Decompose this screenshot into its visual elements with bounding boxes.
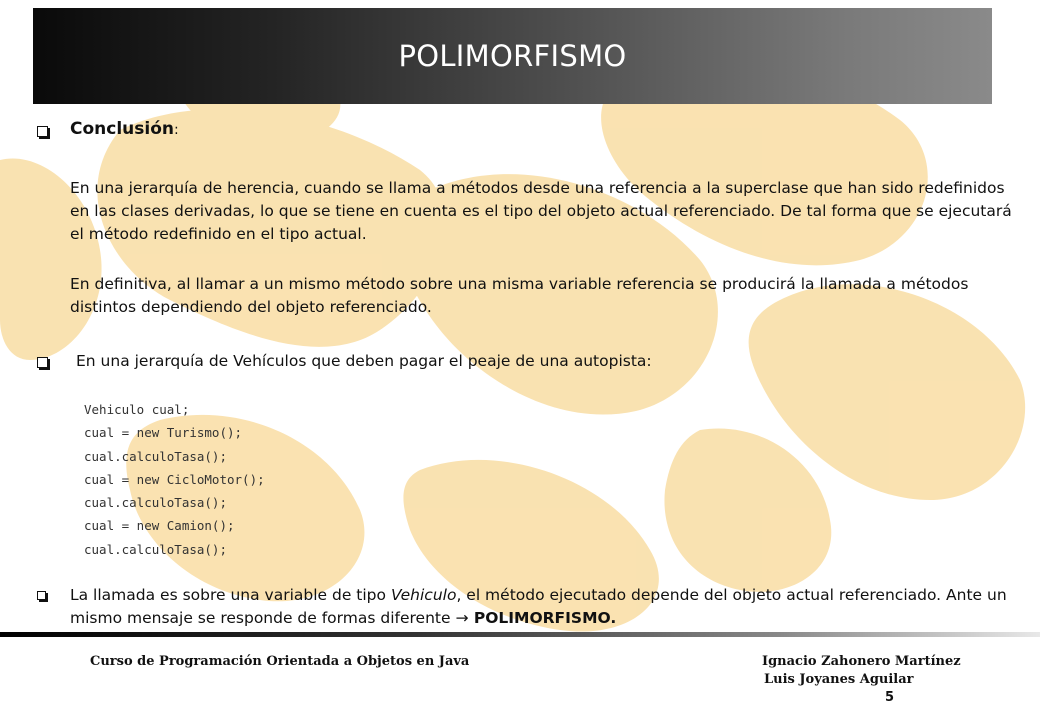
section-heading [70,118,179,142]
square-bullet-icon [37,591,46,600]
square-bullet-icon [37,126,48,137]
code-block [84,398,265,561]
title-bar [33,8,992,104]
code-line: Vehiculo cual; [84,402,190,417]
paragraph-3-part1: La llamada es sobre una variable de tipo [70,586,391,604]
code-line: cual.calculoTasa(); [84,448,227,464]
code-line: cual = new CicloMotor(); [84,471,265,487]
footer-course: Curso de Programación Orientada a Objetos en Java [90,654,470,669]
paragraph-3 [70,584,1025,630]
paragraph-3-part2: , el método ejecutado depende del objeto actual referenciado. Ante un mismo mensaje se responde de formas diferente [70,586,1007,627]
footer-divider [0,632,1040,637]
bullet-item-vehiculos: En una jerarquía de Vehículos que deben pagar el peaje de una autopista: [76,352,652,370]
paragraph-1: En una jerarquía de herencia, cuando se llama a métodos desde una referencia a la superclase que han sido redefinidos en las clases derivadas, lo que se tiene en cuenta es el tipo del objeto actual referenciado. De tal forma que se ejecutará el método redefinido en el tipo actual. [70,179,1012,243]
code-line: cual = new Turismo(); [84,425,243,441]
polimorfismo-emphasis: POLIMORFISMO. [468,609,617,627]
code-line: cual.calculoTasa(); [84,541,227,557]
page-number: 5 [885,690,895,705]
heading-colon: : [174,122,179,138]
square-bullet-icon [37,357,48,368]
code-line: cual = new Camion(); [84,518,235,534]
paragraph-2: En definitiva, al llamar a un mismo método sobre una misma variable referencia se producirá la llamada a métodos distintos dependiendo del objeto referenciado. [70,275,969,316]
footer-author-2: Luis Joyanes Aguilar [764,672,914,687]
type-emphasis: Vehiculo [390,586,457,604]
slide-title: POLIMORFISMO [398,39,627,73]
footer-author-1: Ignacio Zahonero Martínez [762,654,961,669]
arrow-right-icon: → [455,609,469,627]
heading-text: Conclusión [70,119,174,139]
code-line: cual.calculoTasa(); [84,495,227,511]
